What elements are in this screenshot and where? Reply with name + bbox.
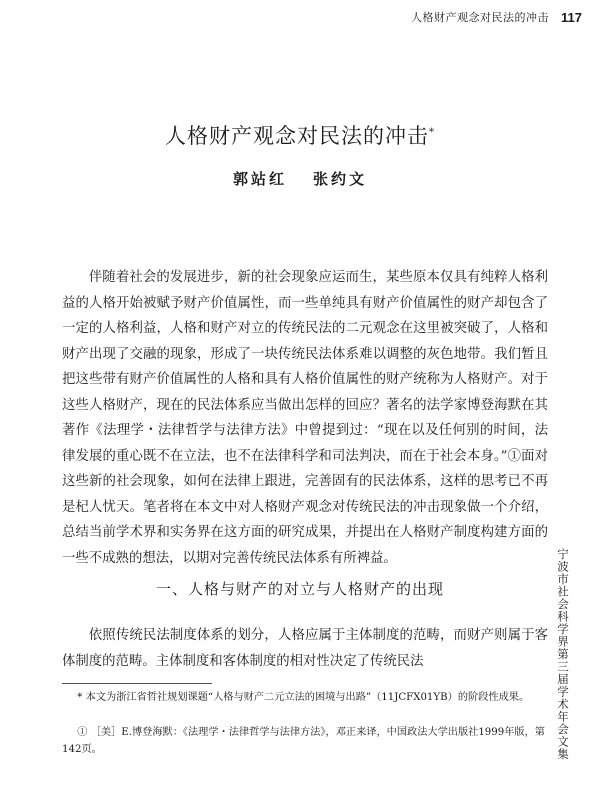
author-name: 张约文 [313, 170, 368, 188]
author-name: 郭站红 [232, 170, 287, 188]
article-title [0, 120, 600, 150]
article-title-text: 人格财产观念对民法的冲击 [165, 124, 429, 148]
author-line [0, 168, 600, 189]
body-paragraph: 伴随着社会的发展进步，新的社会现象应运而生，某些原本仅具有纯粹人格利益的人格开始被赋予财产价值属性，而一些单纯具有财产价值属性的财产却包含了一定的人格利益，人格和财产对立的传统民法的二元观念在这里被突破了，人格和财产出现了交融的现象，形成了一块传统民法体系难以调整的灰色地带。我们暂且把这些带有财产价值属性的人格和具有人格价值属性的财产统称为人格财产。对于这些人格财产，现在的民法体系应当做出怎样的回应？著名的法学家博登海默在其著作《法理学・法律哲学与法律方法》中曾提到过：“现在以及任何别的时间，法律发展的重心既不在立法，也不在法律科学和司法判决，而在于社会本身。”①面对这些新的社会现象，如何在法律上跟进，完善固有的民法体系，这样的思考已不再是杞人忧天。笔者将在本文中对人格财产观念对传统民法的冲击现象做一个介绍，总结当前学术界和实务界在这方面的研究成果，并提出在人格财产制度构建方面的一些不成熟的想法，以期对完善传统民法体系有所裨益。 [62, 270, 548, 566]
title-footnote-mark: * [429, 127, 435, 138]
body-paragraph: 依照传统民法制度体系的划分，人格应属于主体制度的范畴，而财产则属于客体制度的范畴。主体制度和客体制度的相对性决定了传统民法 [62, 628, 548, 669]
footnote: * 本文为浙江省哲社规划课题“人格与财产二元立法的困境与出路”（11JCFX01YB）的阶段性成果。 [77, 692, 530, 703]
running-header [300, 8, 582, 26]
footnote: ① ［美］E.博登海默：《法理学・法律哲学与法律方法》，邓正来译，中国政法大学出版社1999年版，第142页。 [62, 727, 545, 755]
footnote-divider [62, 683, 212, 684]
page-number: 117 [561, 9, 582, 25]
running-title: 人格财产观念对民法的冲击 [411, 11, 550, 24]
collection-side-label: 宁波市社会科学界第三届学术年会文集 [556, 548, 570, 761]
section-heading: 一、人格与财产的对立与人格财产的出现 [155, 580, 444, 598]
